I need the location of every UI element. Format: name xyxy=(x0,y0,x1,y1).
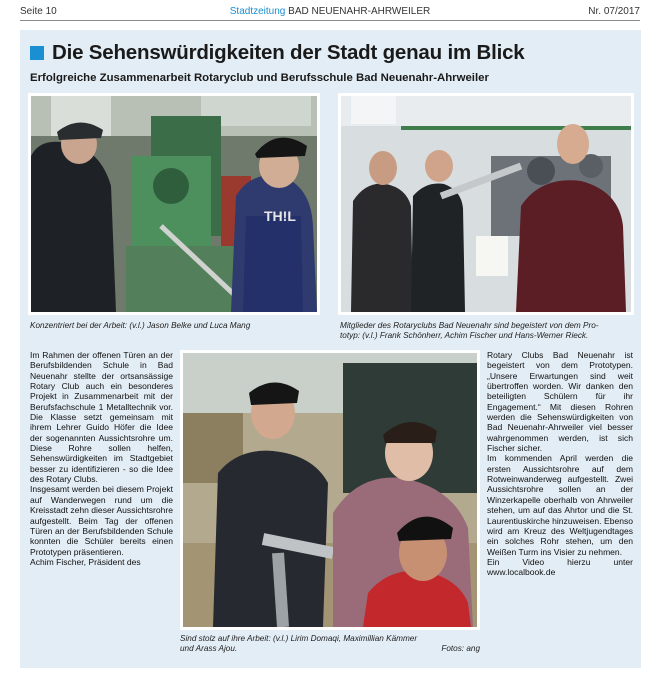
shirt-print-text: TH!L xyxy=(264,208,296,224)
publication-name xyxy=(20,6,640,17)
page-number: Seite 10 xyxy=(20,6,57,17)
title-square-icon xyxy=(30,46,44,60)
caption-photo-3-line-1: Sind stolz auf ihre Arbeit: (v.l.) Lirim Domaqi, Maximillian Kämmer xyxy=(180,634,418,643)
publication-region: BAD NEUENAHR-AHRWEILER xyxy=(288,6,431,17)
left-paragraph-3: Achim Fischer, Präsident des xyxy=(30,556,141,567)
photo-rotary-members xyxy=(338,93,634,315)
article-subtitle: Erfolgreiche Zusammenarbeit Rotaryclub und Berufsschule Bad Neuenahr-Ahrweiler xyxy=(30,72,489,84)
photo-students-image xyxy=(183,353,477,627)
caption-photo-2-line-1: Mitglieder des Rotaryclubs Bad Neuenahr sind begeistert von dem Pro- xyxy=(340,321,599,330)
publication-brand: Stadtzeitung xyxy=(229,6,286,17)
header-divider xyxy=(20,20,640,21)
article-title: Die Sehenswürdigkeiten der Stadt genau im Blick xyxy=(52,41,525,64)
photo-credit: Fotos: ang xyxy=(441,644,480,653)
left-paragraph-1: Im Rahmen der offenen Türen an der Berufsbildenden Schule in Bad Neuenahr stellte der ortsansässige Rotary Club auch ein besonderes Projekt in Zusammenarbeit mit der Berufsfachschule 1 Metalltechnik vor. Die Klasse setzt gemeinsam mit ihrem Lehrer Guido Höfer die Idee der sogenannten Aussichtsrohre um. Diese Rohre sollen helfen, Sehenswürdigkeiten im Stadtgebiet besser zu identifizieren - so die Idee des Rotary Clubs. xyxy=(30,350,173,485)
right-paragraph-2: Im kommenden April werden die ersten Aussichtsrohre auf dem Rotweinwanderweg aufgestellt. Zwei Aussichtsrohre sollen an der Winzerkapelle oberhalb von Ahrweiler stehen, um auf das Ahrtor und die St. Laurentiuskirche hinzuweisen. Ebenso wird am Kreuz des Weltjugendtages ein solches Rohr stehen, um den Weißen Turm ins Visier zu nehmen. xyxy=(487,453,633,557)
caption-photo-3-line-2: und Arass Ajou. xyxy=(180,644,238,653)
text-column-right xyxy=(487,350,633,578)
caption-photo-2-line-2: totyp: (v.l.) Frank Schönherr, Achim Fischer und Hans-Werner Rieck. xyxy=(340,331,589,340)
caption-photo-3-line-2-wrap xyxy=(180,644,480,654)
photo-rotary-image xyxy=(341,96,631,312)
photo-workshop-image xyxy=(31,96,317,312)
text-column-left xyxy=(30,350,173,567)
caption-photo-2 xyxy=(340,321,636,341)
right-paragraph-3: Ein Video hierzu unter www.localbook.de xyxy=(487,556,633,578)
article-panel xyxy=(20,30,641,668)
caption-photo-3 xyxy=(180,634,480,654)
photo-workshop xyxy=(28,93,320,315)
page-header xyxy=(20,6,640,20)
right-paragraph-1: Rotary Clubs Bad Neuenahr ist begeistert von dem Prototypen. „Unsere Erwartungen sind weit übertroffen worden. Wir danken den beteiligten Schülern für ihr Engagement.“ Mit diesen Rohren werden die Sehenswürdigkeiten von Bad Neuenahr-Ahrweiler viel besser wahrgenommen werden, ist sich Fischer sicher. xyxy=(487,350,633,454)
left-paragraph-2: Insgesamt werden bei diesem Projekt auf Wanderwegen rund um die Kreisstadt zehn dieser Aussichtsrohre aufgestellt. Beim Tag der offenen Türen an der Berufsbildenden Schule konnten die Schüler bereits einen Prototypen präsentieren. xyxy=(30,484,173,557)
caption-photo-1: Konzentriert bei der Arbeit: (v.l.) Jason Belke und Luca Mang xyxy=(30,321,251,330)
issue-number: Nr. 07/2017 xyxy=(588,6,640,17)
photo-students xyxy=(180,350,480,630)
